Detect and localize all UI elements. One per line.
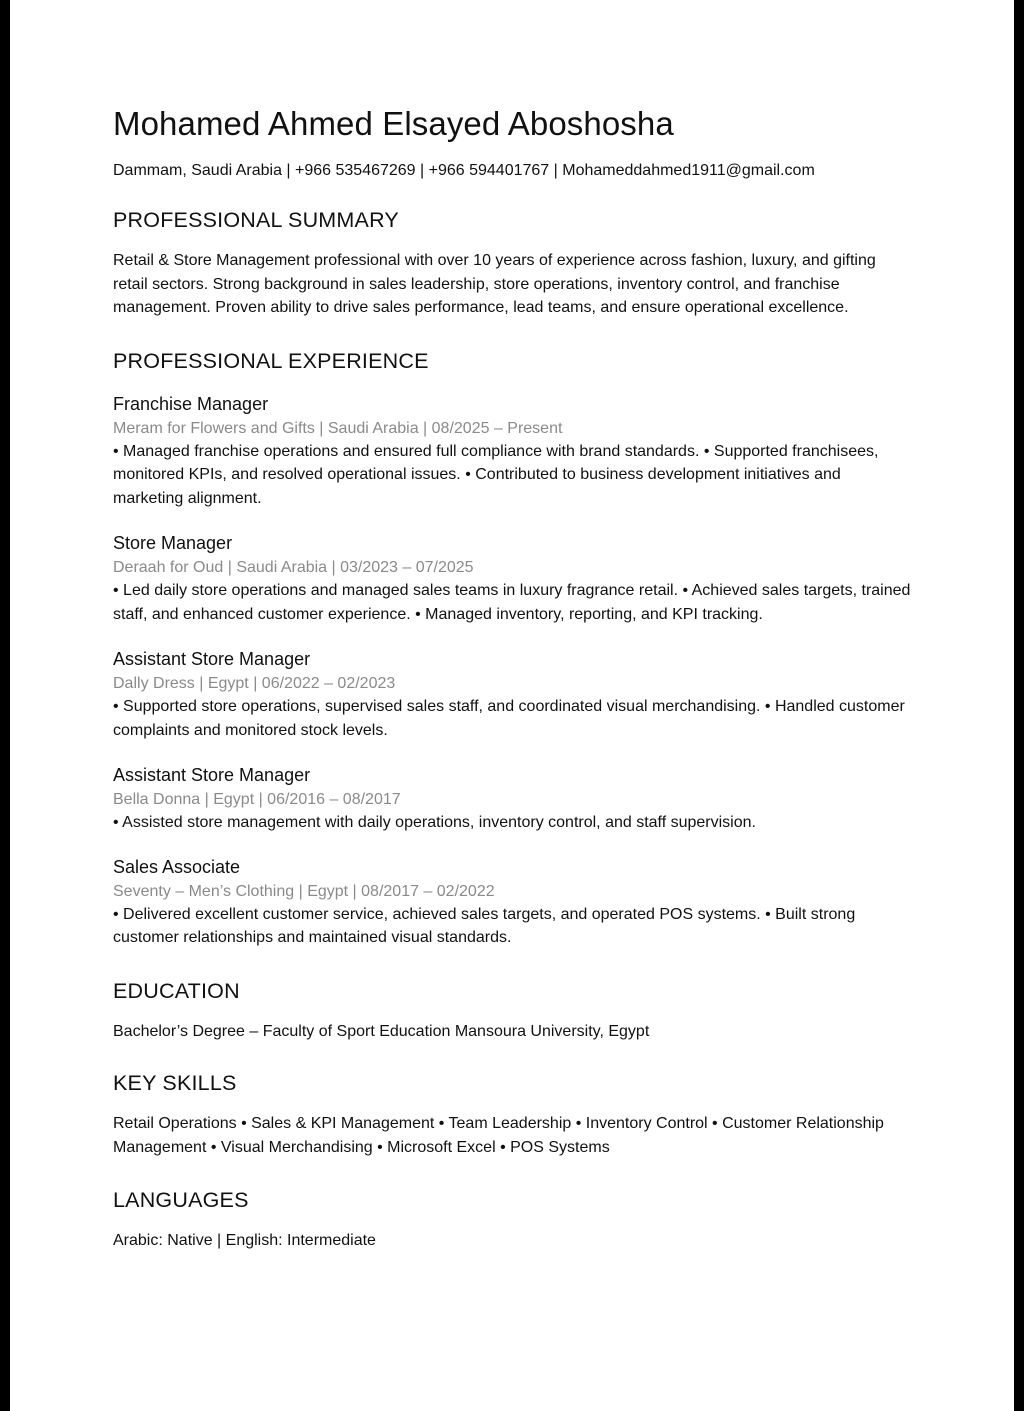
- summary-section: [113, 207, 913, 320]
- job-meta: Deraah for Oud | Saudi Arabia | 03/2023 – 07/2025: [113, 559, 474, 576]
- languages-text: Arabic: Native | English: Intermediate: [113, 1232, 376, 1249]
- candidate-name: Mohamed Ahmed Elsayed Aboshosha: [113, 105, 674, 142]
- experience-heading: PROFESSIONAL EXPERIENCE: [113, 348, 429, 373]
- job-entry: [113, 393, 913, 511]
- experience-section: [113, 348, 913, 950]
- job-title: Assistant Store Manager: [113, 649, 311, 669]
- job-entry: [113, 856, 913, 950]
- skills-text: Retail Operations • Sales & KPI Management • Team Leadership • Inventory Control • Customer Relationship Management • Visual Merchandising • Microsoft Excel • POS Systems: [113, 1115, 884, 1156]
- education-section: [113, 978, 913, 1044]
- job-meta: Dally Dress | Egypt | 06/2022 – 02/2023: [113, 675, 396, 692]
- job-title: Assistant Store Manager: [113, 765, 311, 785]
- skills-section: [113, 1070, 913, 1159]
- summary-heading: PROFESSIONAL SUMMARY: [113, 208, 399, 232]
- resume-content: [113, 104, 913, 1253]
- job-description: • Delivered excellent customer service, achieved sales targets, and operated POS systems. • Built strong customer relationships and maintained visual standards.: [113, 905, 856, 946]
- job-title: Store Manager: [113, 533, 233, 553]
- job-entry: [113, 532, 913, 626]
- job-entry: [113, 764, 913, 835]
- education-text: Bachelor’s Degree – Faculty of Sport Education Mansoura University, Egypt: [113, 1022, 650, 1040]
- job-title: Franchise Manager: [113, 393, 269, 414]
- resume-page: [10, 0, 1014, 1411]
- job-description: • Led daily store operations and managed sales teams in luxury fragrance retail. • Achieved sales targets, trained staff, and enhanced customer experience. • Managed inventory, reporting, and KPI tracking.: [113, 582, 911, 623]
- contact-line: Dammam, Saudi Arabia | +966 535467269 | +966 594401767 | Mohameddahmed1911@gmail.com: [113, 162, 815, 179]
- job-title: Sales Associate: [113, 856, 241, 877]
- job-entry: [113, 648, 913, 742]
- job-description: • Assisted store management with daily operations, inventory control, and staff supervision.: [113, 814, 756, 831]
- job-meta: Meram for Flowers and Gifts | Saudi Arabia | 08/2025 – Present: [113, 419, 563, 437]
- languages-heading: LANGUAGES: [113, 1188, 249, 1212]
- skills-heading: KEY SKILLS: [113, 1071, 237, 1095]
- education-heading: EDUCATION: [113, 978, 240, 1003]
- job-description: • Managed franchise operations and ensured full compliance with brand standards. • Supported franchisees, monitored KPIs, and resolved operational issues. • Contributed to business development initiatives and marketing alignment.: [113, 442, 879, 507]
- job-meta: Bella Donna | Egypt | 06/2016 – 08/2017: [113, 791, 401, 808]
- languages-section: [113, 1187, 913, 1253]
- job-description: • Supported store operations, supervised sales staff, and coordinated visual merchandising. • Handled customer complaints and monitored stock levels.: [113, 698, 905, 739]
- summary-text: Retail & Store Management professional with over 10 years of experience across fashion, luxury, and gifting retail sectors. Strong background in sales leadership, store operations, inventory control, and franchise management. Proven ability to drive sales performance, lead teams, and ensure operational excellence.: [113, 252, 876, 316]
- job-meta: Seventy – Men’s Clothing | Egypt | 08/2017 – 02/2022: [113, 882, 495, 900]
